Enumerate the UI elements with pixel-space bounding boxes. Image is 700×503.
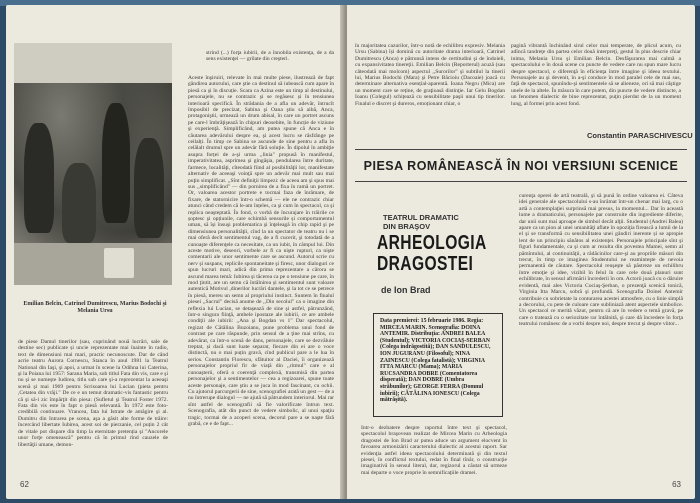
play-title <box>377 233 487 275</box>
left-col-right: Aceste înşiruiri, relevate în mai multe piese, ilustrează de fapt gândirea autorului, care ştie ca destinul să iubească cum apare în piesă ca şi în discuție. Scara ca Azina este un timp al destinului, personajele, nu se contrazic şi se regăsesc și în tensiunea interioară specifică. În strădania de a afla un adevăr, întrucît împosibil de precizat, Sabina şi Oana ştiu să aibă, Anca, protagoniştii, urmează un drum abisal, în care un portret ascuns pe care-l îmbrăţișează în chipuri deosebite, în funcție de viziune şi experienţă. Simplificând, am putea spune că Anca e în căutarea adevărului despre ea, şi acest lucru se răsfrânge pe ceilalți. În timp ce Sabina se ascunde de sine pentru a afla în celălalt drumul spre un adevăr fără soluţie. În dipolul în ambiţie asupra forței de a-şi urma ,,linia" propusă în manifestul, imperativitatea, asprimea şi gingăşia, pendularea între duritate, farmece, localităţi, cîteodată fiind al posibilităţii lor, manifestate alternativ de aceeaşi voinţă spre un adevăr mai mult sau mai puţin simplificat. ,,Sînt definiţii limpezi: de aceea am şi spus mai sus ,,simplificând" — din pornirea de a fixa în ramă un portret. Or, valoarea acestor portrete e tocmai faza de înrămare, de fixare, de statornicire într-o schemă — ele ne contrazic chiar atunci când credem că le-am înțeles, ca şi cum în spectacol, ca şi replica neaşteptată. În fond, o vorbă de încurajare în trăirile ce șoptesc şi opțiunile, care schimbă sensurile și comportamentul uman, să își însuşi problematica şi înţeleagă în chip rapid şi pe dimensiunea personalităţii, cînd la un spectator de teatru nu i se mai oferă decît sentimentul vag, de a fi cucerit, şi totodată de a cunoaşte diferenţele ca necesitate, ca un iubit, în câmpul lui. Din aceste motive, deseori, vorbele ar fi ca nişte rupturi, ca nişte comentarii ale unor sentimente care se ascund. Autorul scrie cu nerv şi suspans, replicile spontaneitate şi firesc, unor dialoguri ce spun lucruri mari, adică din prima reprezentare a cărora se ascund marea temă: Iubirea şi tăcerea ca pe o tensiune pe care, în mod ţintit, are un semn că întâlnirea și sentimentul sunt valoare autentică Motivul ,dinerilor lucrări dantele, şi la tot ce se petrece în piesă, mereu un semn al propriului instinct. Suntem în finalul piesei ,,Sacrul" decisă anume de ,,Din secolul" ca o imagine din reflexia lui Lucian, se detașează de sine şi astfel, pătrunzând, într-o singura fiinţă, ambele ipostaze ale iubirii, ce are ambele condiţii ale iubirii: ,,Ana şi Bogdan vs 1" Dar spectacolul, regizat de Cătălina Buzoianu, pune problema unui fond de contrast pe care răspunde, prin sensul de a ţine mai strîns, cu adevărat, ca într-o scenă de dans, personajele, care se dezvăluie treptat, și dacă sunt luate separat, fiecare din ei are o voce distinctă, nu o mai puțin gravă, cînd publicul pare a le lua în serios. Constantin Florescu, sfătuitor al Daciei, îi organizează personajelor propriul fir de viață din ,,ritmul" care e al cunoaşterii, oferă o coerenţă complexă, transmisă din partea personajelor şi a sentimentelor — cea a regizoarei, spune toate aceste personaje, care ştiu a se juca în mod fascinant, cu ochii. Cu ajutorul parcurgerii de sine, scenografiei arată un gest — de a nu întrerupe dialogul — ne ajută să pătrundem interiorul. Mai rar sînt astfel de scenografii să fie valorificate întrun text. Scenografia, atât din punct de vedere simbolic, al unui spaţiu tragic, tocmai de a acoperi scena, decorul pare a se naşte fără grabă, ce e de fapt... <box>188 75 334 427</box>
banner-rule-bottom <box>355 181 687 182</box>
right-col-right: curenţa operei de artă teatrală, şi să pună în ordine valoarea ei. Câteva idei generale ale spectacolului s-au înrămat într-un chenar mai larg, cu o artă a contemplaţiei surprinsă mai presus, la momentul... Dar în această lume a dramaticului, personajele par construite din ingrediente diferite, dar unii sunt mai aproape de simbol decât alţii. Studentul (Andrei Balea) apare ca un pion al unei umanităţi aflate în opoziţia firească a lumii de la el şi se transformă cu sensibilitatea unei gândiri inerente și se apropie lent de un principiu sănătos al existenţei. Personajele principale sînt şi figuri fundamentale, ca şi cum ar rezulta din povestea Mamei, semn al pămîntului, al continuităţii, a rădăcinilor care-şi au propriile măsuri din trecut, în timp ce imaginea Studentului ne reaminteşte de nevoia permanentă de căutare. Spectacolul reuşeşte să păstreze un echilibru între emoţie şi idee, vizibil în felul în care cele două planuri sunt echilibrate, în sensul afirmării încrederii în om. Actorii joacă cu o dăruire evidentă, mai ales Victoria Cociaş-Şerban, o prezenţă scenică tonică, Virginia Itta Marcu, sobră şi profundă. Scenografia Doinei Antemir contribuie cu sobrietate la conturarea acestei atmosfere, cu o linie simplă a decorului, cu pete de culoare care subliniază atent aspectele simbolice. Un spectacol ce merită văzut, pentru că are în vedere o temă gravă, pe care o tratează cu o seriozitate rar întâlnită, şi care dă încredere în forţa teatrului românesc de a vorbi despre noi, despre trecut şi despre viitor... <box>519 193 683 328</box>
production-photo <box>14 43 172 285</box>
right-page <box>347 5 695 499</box>
theatre-line-2: DIN BRAŞOV <box>383 222 431 231</box>
photo-figure <box>62 163 96 243</box>
play-title-line-1: ARHEOLOGIA <box>377 232 487 254</box>
photo-figure <box>24 123 54 233</box>
theatre-name <box>383 213 459 231</box>
page-number-left: 62 <box>20 480 29 489</box>
photo-figure <box>134 138 164 238</box>
author-signature: Constantin PARASCHIVESCU <box>587 131 693 140</box>
right-col-right-top: pagină vibrantă închinând sirul celor mai temperate, de plicul acum, cu adîncă tandreţe din partea celor două interpreţi, gestul în plus descrie chiar inima, Melania Ursu şi Emilian Belcin. Desfăşurarea mai calmă a spectacolului e în două scene cu puncte de vedere care nu spun mare lucru despre spectacol, o diferenţă în eficienţa între imagine şi ideea textului. Personajele au şi devenit, în a-şi conduce în mod paralel cele de mai sus, faţă de spectacol, spunîndu-şi sentimentele să se alieneze, ori să mai câştige unele de la altele. În măsura în care putem, din puncte de vedere distincte, a un fenomen dialectic de bine reprezentat, puţin pierdut de la un moment lung, al formei prin acest fond. <box>511 43 681 107</box>
left-col-right-top: strind (...) forţa iubirii, de a înnobila existenţa, de a da sens existenţei — grilate din creşteri. <box>206 50 334 63</box>
credits-box: Data premierei: 15 februarie 1986. Regia: MIRCEA MARIN. Scenografia: DOINA ANTEMIR. Distribuţia: ANDREI BALEA (Studentul); VICTORIA COCIAŞ-SERBAN (Colega indrăgostită); DAN SANDULESCU, ION JUGURANU (Filosoful); NINA ZAINESCU (Colega fatalistă); VIRGINIA ITTA MARCU (Mama); MARIA RUCSANDRA DOBRE (Comentatorea disperată); DAN DOBRE (Umbra străbunilor); GEORGE FERRA (Domnul iubirii); CĂTĂLINA IONESCU (Colega mătrăşită). <box>373 313 503 417</box>
photo-figure <box>102 103 130 223</box>
right-col-left-bottom: Intr-o dezbatere despre raportul între text şi spectacol, spectacolul braşovean realizat de Mircea Marin cu Arheologia dragostei de Ion Brad ar putea aduce un argument elocvent în favoarea armonizării caracterului dialectic al acestui raport. Sar evidenţia astfel ideea spectacolului determinată şi din textul piesei, în conflictul textului, redat în final tînăr, o construcţie imaginativă în sensul literal, dar, regizorul a căutat să urmeze mai departe o voce proprie în semnificaţiile dramei. <box>361 425 507 476</box>
right-col-left-top: în majoritatea cazurilor, într-o notă de echilibru expresiv. Melania Ursu (Sabina) își domină cu autoritate drama interioară, Catrinel Dumitrescu (Anca) e pătrunsă intens de certitudini şi de îndoieli, cu expansivitatea tinereţii. Emilian Belcin (Reporterul) acuză (sau câteodată mai molcom) aspectul ,,Surorilor" şi subtilul la tinerii lui, Marius Bodochi (Mara) şi Petre Băcioiu (Dacoaie) joacă cu determinare alternativa esențial-aparentă. Ioana Negru (Mica) are un moment care se reține, de graţioasă distinţie. Iar Gelu Bogdan Ioanu (Colegul) schițează cu sensibilitate paşii unui tip tinerilor. Finalul e discret şi dureros, emoționant chiar, o <box>355 43 505 107</box>
banner-rule-top <box>355 149 687 150</box>
photo-caption: Emilian Belcin, Catrinel Dumitrescu, Marius Bodochi şi Melania Ursu <box>23 301 167 314</box>
left-page <box>6 5 345 499</box>
page-number-right: 63 <box>672 480 681 489</box>
theatre-line-1: TEATRUL DRAMATIC <box>383 213 459 222</box>
section-banner: PIESA ROMÂNEASCĂ ÎN NOI VERSIUNI SCENICE <box>363 159 679 173</box>
play-title-line-2: DRAGOSTEI <box>377 253 474 275</box>
left-col-left-bottom: de piese Damul tinerilor (sau, cuprinând nouă lucrări, sale de destine sec) publicate și uncie reprezentate mai înainte în radio, text de dimensiuni mai mari, practic necunoscute. Dar de când acrie teatru Aurora Cornescu, Stanca în anul 1981 la Teatrul National din Iaşi, şi apoi, a urmat în scene la Odihna lui Caterina, şi la Poiana lui 1957: Sarana Maria, sub titlul Fata din vis, care e şi nu şi se numeşte Iudirea, titlu sub care şi-a reprezentat la aceeaşi scenă şi mai 1969 pentru Scrisoarea lui Lucian (pieta pentru ,Cetatea din vrăji." De ce e un temut dramatic-vis fantastic pentru că şi să-i zic împărţit din piesa: (Sufletul şi Teatrul Foster 1972. Fata din vis este în fapt o piesă relevantă. În 1972 este foto-credibilă continuare. Vrancea, fata lui Istrate de amăgire şi al. Dumitru din Intrarea pe scena, aşa a găsit alte forme de trăire: încercând libertate Iubirea, acest soi de pierzanie, cel puțin 2 cât de vitale pot dispare din timp la eternitate pretenția şi "Ancorele unor forţe omenească” pentru că în primul rînd cauzele de libertăţii umane, demon- <box>18 339 168 448</box>
play-author: de Ion Brad <box>381 285 431 295</box>
